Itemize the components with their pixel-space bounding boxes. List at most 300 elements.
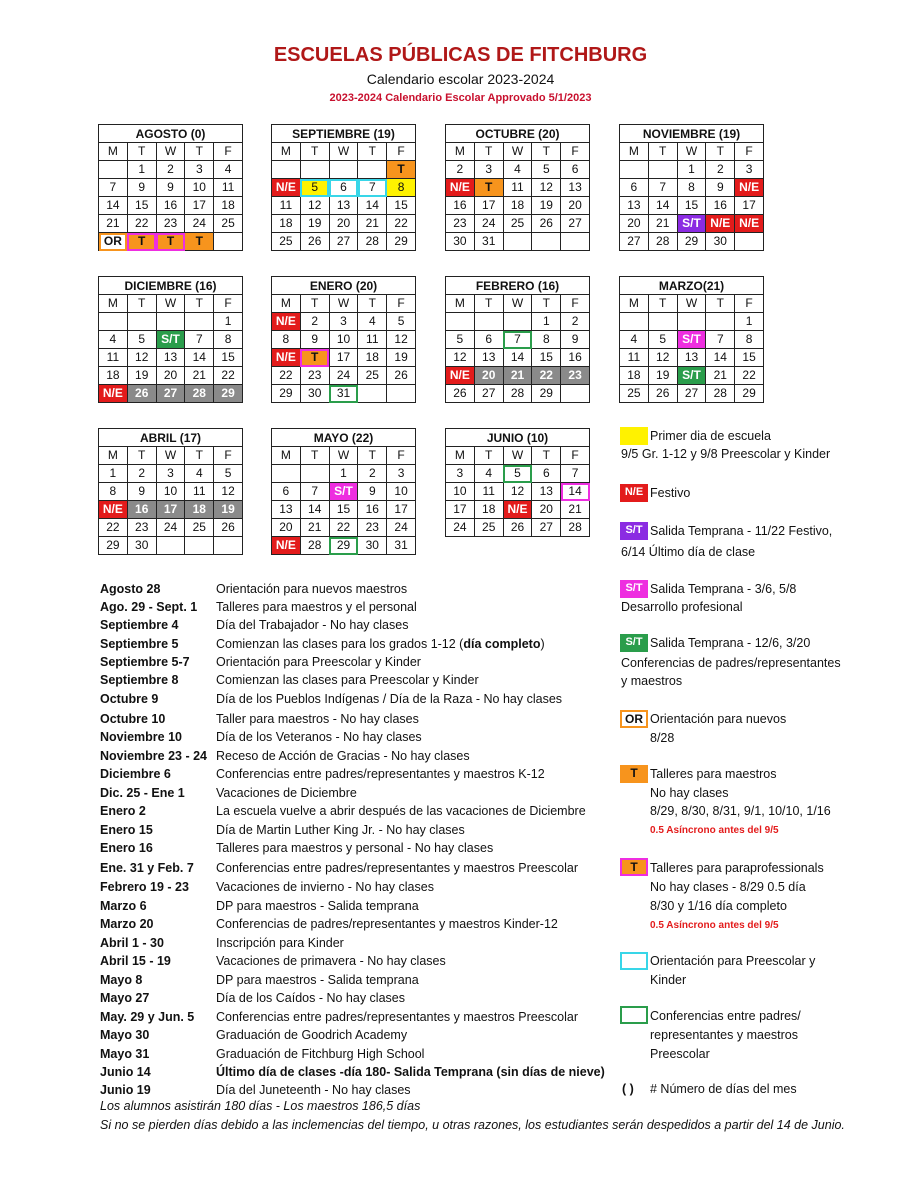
day-cell	[503, 233, 532, 251]
day-cell: 25	[214, 215, 243, 233]
event-row	[100, 899, 610, 917]
weekday-header: W	[156, 295, 185, 313]
day-cell: 2	[127, 465, 156, 483]
day-cell: 27	[677, 385, 706, 403]
day-cell: 23	[358, 519, 387, 537]
weekday-header: M	[99, 143, 128, 161]
event-description	[216, 1010, 578, 1024]
day-cell: N/E	[735, 215, 764, 233]
day-cell	[677, 313, 706, 331]
event-date: Abril 1 - 30	[100, 936, 164, 950]
event-row	[100, 786, 610, 804]
day-cell: 20	[474, 367, 503, 385]
day-cell: 30	[446, 233, 475, 251]
day-cell: N/E	[272, 179, 301, 197]
day-cell: 3	[387, 465, 416, 483]
month-title: NOVIEMBRE (19)	[620, 125, 764, 143]
event-description	[216, 841, 493, 855]
day-cell: 22	[127, 215, 156, 233]
event-text: Día del Juneteenth - No hay clases	[216, 1083, 411, 1097]
legend-orientation-label: Orientación para nuevos	[650, 712, 787, 726]
month-title: MAYO (22)	[272, 429, 416, 447]
event-text: La escuela vuelve a abrir después de las vacaciones de Diciembre	[216, 804, 586, 818]
event-text: Talleres para maestros y el personal	[216, 600, 417, 614]
legend-early-magenta-detail: Desarrollo profesional	[621, 600, 743, 614]
day-cell: 12	[648, 349, 677, 367]
day-cell: S/T	[677, 215, 706, 233]
event-row	[100, 936, 610, 954]
day-cell: 12	[127, 349, 156, 367]
event-date: Ene. 31 y Feb. 7	[100, 861, 194, 875]
day-cell: 28	[185, 385, 214, 403]
day-cell: 12	[214, 483, 243, 501]
day-cell: 6	[272, 483, 301, 501]
event-description	[216, 1083, 411, 1097]
weekday-header: T	[532, 295, 561, 313]
day-cell: 14	[561, 483, 590, 501]
legend-first-day-swatch	[620, 427, 648, 445]
day-cell: 20	[620, 215, 649, 233]
event-description	[216, 936, 344, 950]
day-cell: N/E	[503, 501, 532, 519]
day-cell	[358, 161, 387, 179]
weekday-header: W	[677, 143, 706, 161]
day-cell: 7	[185, 331, 214, 349]
day-cell: 24	[185, 215, 214, 233]
legend-preschool-orientation-swatch	[620, 952, 648, 970]
day-cell: 6	[561, 161, 590, 179]
day-cell: 21	[503, 367, 532, 385]
weekday-header: F	[735, 295, 764, 313]
weekday-header: W	[156, 447, 185, 465]
event-text-after: )	[540, 637, 545, 651]
weekday-header: T	[127, 295, 156, 313]
day-cell: N/E	[272, 349, 301, 367]
day-cell	[329, 161, 358, 179]
month-title: FEBRERO (16)	[446, 277, 590, 295]
day-cell: 22	[387, 215, 416, 233]
day-cell: 19	[532, 197, 561, 215]
day-cell: 19	[214, 501, 243, 519]
day-cell: 17	[735, 197, 764, 215]
day-cell: S/T	[329, 483, 358, 501]
day-cell: 4	[99, 331, 128, 349]
day-cell: 22	[99, 519, 128, 537]
day-cell: 1	[329, 465, 358, 483]
day-cell: 13	[677, 349, 706, 367]
event-date: Marzo 20	[100, 917, 154, 931]
day-cell: 26	[503, 519, 532, 537]
day-cell: N/E	[706, 215, 735, 233]
day-cell: 15	[214, 349, 243, 367]
event-description	[216, 637, 545, 651]
weekday-header: W	[503, 143, 532, 161]
weekday-header: T	[300, 143, 329, 161]
weekday-header: F	[387, 143, 416, 161]
event-row	[100, 954, 610, 972]
day-cell: 7	[648, 179, 677, 197]
day-cell: 6	[329, 179, 358, 197]
weekday-header: M	[272, 143, 301, 161]
day-cell: 26	[300, 233, 329, 251]
day-cell: 27	[620, 233, 649, 251]
day-cell: 22	[532, 367, 561, 385]
day-cell: 21	[561, 501, 590, 519]
weekday-header: M	[446, 143, 475, 161]
day-cell: 6	[474, 331, 503, 349]
event-text: Comienzan las clases para los grados 1-12 (	[216, 637, 464, 651]
day-cell: N/E	[735, 179, 764, 197]
day-cell: 15	[127, 197, 156, 215]
day-cell: 5	[648, 331, 677, 349]
month-title: SEPTIEMBRE (19)	[272, 125, 416, 143]
day-cell: 14	[99, 197, 128, 215]
day-cell: 13	[329, 197, 358, 215]
event-description	[216, 692, 562, 706]
day-cell: 10	[156, 483, 185, 501]
event-date: Enero 15	[100, 823, 153, 837]
day-cell: 27	[474, 385, 503, 403]
event-row	[100, 618, 610, 636]
event-row	[100, 673, 610, 691]
event-date: Junio 19	[100, 1083, 151, 1097]
event-date: Enero 2	[100, 804, 146, 818]
event-date: Mayo 27	[100, 991, 150, 1005]
event-row	[100, 804, 610, 822]
weekday-header: W	[677, 295, 706, 313]
day-cell: 5	[446, 331, 475, 349]
day-cell: 23	[561, 367, 590, 385]
day-cell: 2	[706, 161, 735, 179]
legend-workshop-detail-2: 8/29, 8/30, 8/31, 9/1, 10/10, 1/16	[650, 804, 831, 818]
event-description	[216, 1065, 605, 1079]
event-description	[216, 749, 470, 763]
day-cell: 28	[503, 385, 532, 403]
event-row	[100, 637, 610, 655]
weekday-header: T	[185, 143, 214, 161]
day-cell: 10	[329, 331, 358, 349]
day-cell: 20	[532, 501, 561, 519]
day-cell	[561, 385, 590, 403]
weekday-header: T	[474, 295, 503, 313]
month-calendar	[619, 276, 764, 403]
event-text: Vacaciones de primavera - No hay clases	[216, 954, 446, 968]
day-cell: 4	[620, 331, 649, 349]
day-cell: N/E	[272, 537, 301, 555]
weekday-header: W	[329, 447, 358, 465]
weekday-header: T	[358, 295, 387, 313]
day-cell: 25	[503, 215, 532, 233]
event-row	[100, 880, 610, 898]
day-cell: 6	[620, 179, 649, 197]
month-title: ENERO (20)	[272, 277, 416, 295]
event-row	[100, 1010, 610, 1028]
day-cell: 7	[706, 331, 735, 349]
day-cell: 11	[474, 483, 503, 501]
legend-early-purple-swatch: S/T	[620, 522, 648, 540]
event-text-bold: Último día de clases -día 180- Salida Temprana (sin días de nieve)	[216, 1065, 605, 1079]
day-cell: 28	[300, 537, 329, 555]
event-date: Febrero 19 - 23	[100, 880, 189, 894]
event-row	[100, 582, 610, 600]
day-cell: 11	[620, 349, 649, 367]
event-description	[216, 730, 422, 744]
day-cell: 25	[185, 519, 214, 537]
day-cell: 23	[446, 215, 475, 233]
day-cell	[99, 313, 128, 331]
weekday-header: T	[127, 143, 156, 161]
event-row	[100, 1047, 610, 1065]
legend-workshop-swatch: T	[620, 765, 648, 783]
event-text: Taller para maestros - No hay clases	[216, 712, 419, 726]
day-cell: 13	[474, 349, 503, 367]
day-cell	[272, 161, 301, 179]
day-cell: 6	[532, 465, 561, 483]
legend-early-purple-label: Salida Temprana - 11/22 Festivo,	[650, 524, 833, 538]
day-cell: 4	[503, 161, 532, 179]
event-text: Comienzan las clases para Preescolar y Kinder	[216, 673, 479, 687]
day-cell: N/E	[446, 367, 475, 385]
day-cell: T	[474, 179, 503, 197]
legend-workshop-label: Talleres para maestros	[650, 767, 777, 781]
day-cell	[300, 161, 329, 179]
event-date: Mayo 30	[100, 1028, 150, 1042]
legend-first-day-detail: 9/5 Gr. 1-12 y 9/8 Preescolar y Kinder	[621, 447, 831, 461]
day-cell: 24	[474, 215, 503, 233]
day-cell: 18	[358, 349, 387, 367]
day-cell: 8	[532, 331, 561, 349]
day-cell: 9	[561, 331, 590, 349]
day-cell: 19	[387, 349, 416, 367]
event-description	[216, 673, 479, 687]
event-date: Noviembre 10	[100, 730, 182, 744]
day-cell: 27	[561, 215, 590, 233]
day-cell	[735, 233, 764, 251]
day-cell: S/T	[677, 331, 706, 349]
event-date: Octubre 9	[100, 692, 159, 706]
event-text: Día de los Caídos - No hay clases	[216, 991, 405, 1005]
day-cell: 16	[706, 197, 735, 215]
event-row	[100, 917, 610, 935]
day-cell: 29	[387, 233, 416, 251]
weekday-header: T	[532, 143, 561, 161]
day-cell: 25	[272, 233, 301, 251]
day-cell: 10	[446, 483, 475, 501]
day-cell: 30	[300, 385, 329, 403]
event-text-bold: día completo	[463, 637, 541, 651]
page-subtitle: Calendario escolar 2023-2024	[366, 71, 555, 87]
event-row	[100, 1065, 610, 1083]
weekday-header: T	[474, 143, 503, 161]
weekday-header: T	[185, 295, 214, 313]
day-cell: 21	[99, 215, 128, 233]
legend-early-purple-detail: 6/14 Último día de clase	[621, 545, 756, 559]
day-cell: 21	[358, 215, 387, 233]
day-cell: 15	[735, 349, 764, 367]
day-cell: S/T	[156, 331, 185, 349]
month-calendar	[445, 124, 590, 251]
legend-early-green-swatch: S/T	[620, 634, 648, 652]
weekday-header: T	[706, 295, 735, 313]
event-date: Agosto 28	[100, 582, 161, 596]
legend-first-day-label: Primer dia de escuela	[650, 429, 771, 443]
day-cell: 5	[503, 465, 532, 483]
legend-holiday-swatch: N/E	[620, 484, 648, 502]
day-cell: 5	[532, 161, 561, 179]
footer-attendance: Los alumnos asistirán 180 días - Los maestros 186,5 días	[100, 1099, 421, 1113]
day-cell: N/E	[446, 179, 475, 197]
event-text: Conferencias de padres/representantes y maestros Kinder-12	[216, 917, 558, 931]
day-cell: 2	[561, 313, 590, 331]
day-cell: 8	[387, 179, 416, 197]
day-cell: 28	[706, 385, 735, 403]
event-description	[216, 786, 357, 800]
day-cell: 8	[99, 483, 128, 501]
day-cell: 22	[329, 519, 358, 537]
day-cell: 5	[214, 465, 243, 483]
day-cell: 22	[735, 367, 764, 385]
day-cell: 12	[446, 349, 475, 367]
weekday-header: T	[300, 447, 329, 465]
day-cell: 29	[214, 385, 243, 403]
day-cell: 18	[474, 501, 503, 519]
day-cell: N/E	[272, 313, 301, 331]
month-calendar	[98, 124, 243, 251]
legend-days-count-label: # Número de días del mes	[650, 1082, 797, 1096]
day-cell: 7	[358, 179, 387, 197]
day-cell: 2	[300, 313, 329, 331]
day-cell: 27	[156, 385, 185, 403]
day-cell: 30	[127, 537, 156, 555]
day-cell	[156, 537, 185, 555]
event-date: Diciembre 6	[100, 767, 171, 781]
event-date: Ago. 29 - Sept. 1	[100, 600, 198, 614]
day-cell: 16	[127, 501, 156, 519]
event-description	[216, 917, 558, 931]
day-cell: 14	[300, 501, 329, 519]
event-text: Día del Trabajador - No hay clases	[216, 618, 409, 632]
weekday-header: T	[706, 143, 735, 161]
day-cell	[214, 233, 243, 251]
event-row	[100, 1028, 610, 1046]
day-cell: T	[300, 349, 329, 367]
day-cell: 21	[648, 215, 677, 233]
day-cell: 28	[648, 233, 677, 251]
day-cell: N/E	[99, 385, 128, 403]
day-cell: 28	[358, 233, 387, 251]
day-cell: 17	[446, 501, 475, 519]
day-cell	[532, 233, 561, 251]
day-cell: 19	[127, 367, 156, 385]
page-title: ESCUELAS PÚBLICAS DE FITCHBURG	[273, 44, 648, 66]
day-cell	[272, 465, 301, 483]
event-description	[216, 973, 419, 987]
month-title: AGOSTO (0)	[99, 125, 243, 143]
day-cell: 24	[387, 519, 416, 537]
day-cell	[127, 313, 156, 331]
weekday-header: T	[474, 447, 503, 465]
weekday-header: T	[300, 295, 329, 313]
day-cell: 22	[272, 367, 301, 385]
weekday-header: M	[446, 295, 475, 313]
legend-early-green-detail-1: Conferencias de padres/representantes	[621, 656, 841, 670]
day-cell: 24	[446, 519, 475, 537]
day-cell: 3	[735, 161, 764, 179]
day-cell: 29	[532, 385, 561, 403]
event-date: Noviembre 23 - 24	[100, 749, 207, 763]
event-text: Receso de Acción de Gracias - No hay clases	[216, 749, 470, 763]
day-cell: 1	[532, 313, 561, 331]
day-cell: 30	[358, 537, 387, 555]
weekday-header: M	[620, 143, 649, 161]
day-cell: T	[185, 233, 214, 251]
day-cell: 27	[532, 519, 561, 537]
month-calendar	[98, 276, 243, 403]
day-cell	[648, 313, 677, 331]
day-cell: 5	[300, 179, 329, 197]
day-cell: 17	[185, 197, 214, 215]
day-cell: 20	[329, 215, 358, 233]
event-row	[100, 712, 610, 730]
day-cell: 14	[358, 197, 387, 215]
event-row	[100, 991, 610, 1009]
legend-preschool-conference-swatch	[620, 1006, 648, 1024]
event-row	[100, 600, 610, 618]
day-cell: 31	[474, 233, 503, 251]
day-cell: 8	[735, 331, 764, 349]
day-cell: 15	[329, 501, 358, 519]
month-title: MARZO(21)	[620, 277, 764, 295]
day-cell	[358, 385, 387, 403]
day-cell: S/T	[677, 367, 706, 385]
event-description	[216, 861, 578, 875]
event-text: Vacaciones de Diciembre	[216, 786, 357, 800]
weekday-header: F	[387, 447, 416, 465]
legend-early-magenta-swatch: S/T	[620, 580, 648, 598]
legend-holiday-label: Festivo	[650, 486, 691, 500]
month-title: ABRIL (17)	[99, 429, 243, 447]
event-row	[100, 823, 610, 841]
day-cell: 8	[677, 179, 706, 197]
day-cell: 12	[387, 331, 416, 349]
legend-orientation-detail: 8/28	[650, 731, 675, 745]
event-description	[216, 1028, 407, 1042]
weekday-header: T	[185, 447, 214, 465]
day-cell: 26	[214, 519, 243, 537]
event-date: May. 29 y Jun. 5	[100, 1010, 195, 1024]
day-cell: 9	[358, 483, 387, 501]
legend-para-workshop-detail-2: 8/30 y 1/16 día completo	[650, 899, 787, 913]
legend-para-workshop-swatch: T	[620, 858, 648, 876]
event-date: Marzo 6	[100, 899, 147, 913]
day-cell: 4	[358, 313, 387, 331]
day-cell: 4	[185, 465, 214, 483]
event-text: Conferencias entre padres/representantes y maestros K-12	[216, 767, 545, 781]
weekday-header: M	[620, 295, 649, 313]
day-cell: 17	[387, 501, 416, 519]
day-cell: 22	[214, 367, 243, 385]
day-cell: 11	[214, 179, 243, 197]
day-cell: 8	[272, 331, 301, 349]
day-cell: 25	[620, 385, 649, 403]
day-cell	[706, 313, 735, 331]
legend-early-magenta-label: Salida Temprana - 3/6, 5/8	[650, 582, 797, 596]
day-cell: OR	[99, 233, 128, 251]
day-cell	[156, 313, 185, 331]
day-cell: 24	[329, 367, 358, 385]
event-text: Graduación de Fitchburg High School	[216, 1047, 425, 1061]
day-cell	[387, 385, 416, 403]
